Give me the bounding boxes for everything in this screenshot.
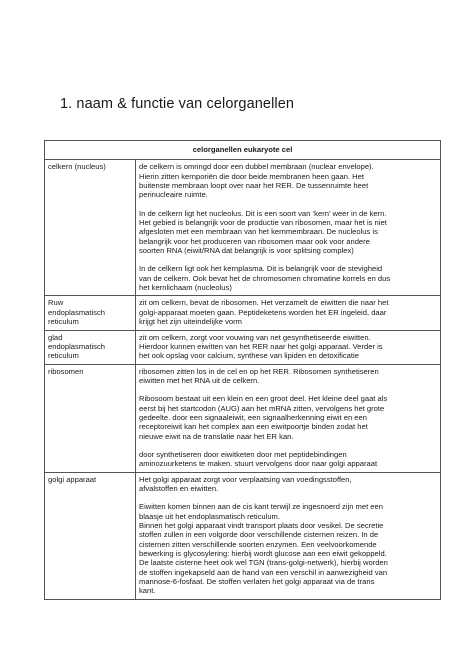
organelle-description-cell bbox=[136, 160, 441, 296]
description-line: Het gebied is belangrijk voor de productie van ribosomen, maar het is niet bbox=[139, 218, 387, 228]
description-paragraph bbox=[139, 209, 437, 256]
description-line: stoffen zullen in een volgorde door verschillende cisternen reizen. In de bbox=[139, 530, 379, 540]
organelle-name-line: endoplasmatisch bbox=[48, 341, 105, 351]
description-line: het kernlichaam (nucleolus) bbox=[139, 283, 232, 293]
description-line: receptoreiwit kan het complex aan een eiwitpoortje binden zodat het bbox=[139, 422, 368, 432]
organelle-name-cell bbox=[45, 160, 136, 296]
organelle-name-cell bbox=[45, 296, 136, 330]
description-line: van de celkern. Ook bevat het de chromosomen chromatine korrels en dus bbox=[139, 273, 391, 283]
table-row bbox=[45, 160, 441, 296]
description-paragraph bbox=[139, 162, 437, 199]
description-line: In de celkern ligt het nucleolus. Dit is een soort van ‘kern’ weer in de kern. bbox=[139, 208, 387, 218]
organelle-name-line: glad bbox=[48, 332, 63, 342]
organelle-description-cell bbox=[136, 472, 441, 599]
description-line: ribosomen zitten los in de cel en op het RER. Ribosomen synthetiseren bbox=[139, 366, 379, 376]
description-line: Eiwitten komen binnen aan de cis kant terwijl ze ingesnoerd zijn met een bbox=[139, 502, 383, 512]
description-line: eerst bij het startcodon (AUG) aan het mRNA zitten, vervolgens het grote bbox=[139, 403, 385, 413]
table-header: celorganellen eukaryote cel bbox=[45, 141, 441, 160]
description-line: Ribosoom bestaat uit een klein en een groot deel. Het kleine deel gaat als bbox=[139, 394, 388, 404]
organelle-description-cell bbox=[136, 330, 441, 364]
description-paragraph bbox=[139, 394, 437, 441]
description-line: mannose-6-fosfaat. De stoffen verlaten het golgi apparaat via de trans bbox=[139, 577, 375, 587]
description-paragraph bbox=[139, 264, 437, 292]
description-line: gedeelte. door een signaaleiwit, een signaalherkenning eiwit en een bbox=[139, 412, 367, 422]
table-row bbox=[45, 472, 441, 599]
organelle-name-line: golgi apparaat bbox=[48, 474, 97, 484]
description-line: Hierdoor kunnen eiwitten van het RER naar het golgi apparaat. Verder is bbox=[139, 341, 383, 351]
description-line: bewerking is glycosylering: hierbij wordt glucose aan een eiwit gekoppeld. bbox=[139, 549, 387, 559]
description-line: blaasje uit het endoplasmatisch reticulum. bbox=[139, 511, 280, 521]
description-paragraph bbox=[139, 333, 437, 361]
description-line: zit om celkern, bevat de ribosomen. Het verzamelt de eiwitten die naar het bbox=[139, 298, 389, 308]
description-line: door synthetiseren door eiwitketen door met peptidebindingen bbox=[139, 449, 347, 459]
description-paragraph bbox=[139, 450, 437, 469]
organelle-name-line: celkern (nucleus) bbox=[48, 162, 106, 172]
description-paragraph bbox=[139, 475, 437, 494]
description-line: zit om celkern, zorgt voor vouwing van net gesynthetiseerde eiwitten. bbox=[139, 332, 371, 342]
description-paragraph bbox=[139, 367, 437, 386]
organelle-name-line: reticulum bbox=[48, 317, 79, 327]
description-line: soorten RNA (eiwit/RNA dat belangrijk is voor splitsing complex) bbox=[139, 246, 354, 256]
description-line: de celkern is omringd door een dubbel membraan (nuclear envelope). bbox=[139, 162, 374, 172]
organelle-table bbox=[44, 140, 441, 600]
organelle-name-line: ribosomen bbox=[48, 366, 84, 376]
description-line: kant. bbox=[139, 586, 156, 596]
organelle-name-cell bbox=[45, 330, 136, 364]
table-row bbox=[45, 296, 441, 330]
description-line: aminozuurketens te maken. stuurt vervolgens door naar golgi apparaat bbox=[139, 459, 378, 469]
description-line: Hierin zitten kernporiën die door beide membranen heen gaan. Het bbox=[139, 171, 364, 181]
description-line: afvalstoffen en eiwitten. bbox=[139, 483, 219, 493]
table-body bbox=[45, 160, 441, 599]
organelle-description-cell bbox=[136, 364, 441, 472]
table-row bbox=[45, 364, 441, 472]
description-line: perinucleaire ruimte. bbox=[139, 190, 208, 200]
document-heading: 1. naam & functie van celorganellen bbox=[60, 96, 295, 112]
description-paragraph bbox=[139, 502, 437, 595]
description-line: belangrijk voor het produceren van ribosomen maar ook voor andere bbox=[139, 236, 370, 246]
organelle-name-cell bbox=[45, 472, 136, 599]
description-line: krijgt het zijn uiteindelijke vorm bbox=[139, 317, 242, 327]
description-line: In de celkern ligt ook het kernplasma. Dit is belangrijk voor de stevigheid bbox=[139, 264, 383, 274]
description-line: cisternen zitten verschillende soorten enzymen. Een veelvoorkomende bbox=[139, 539, 377, 549]
organelle-name-line: Ruw bbox=[48, 298, 64, 308]
description-line: afgesloten met een membraan van het kernmembraan. De nucleolus is bbox=[139, 227, 378, 237]
description-line: buitenste membraan loopt over naar het RER. De tussenruimte heet bbox=[139, 181, 369, 191]
description-line: eiwitten met het RNA uit de celkern. bbox=[139, 375, 260, 385]
description-line: golgi-apparaat moeten gaan. Peptideketens worden het ER ingeleid, daar bbox=[139, 307, 387, 317]
description-line: Het golgi apparaat zorgt voor verplaatsing van voedingsstoffen, bbox=[139, 474, 352, 484]
description-line: Binnen het golgi apparaat vindt transport plaats door vesikel. De secretie bbox=[139, 521, 384, 530]
description-line: nieuwe eiwit na de translatie naar het ER kan. bbox=[139, 431, 294, 441]
table-row bbox=[45, 330, 441, 364]
organelle-description-cell bbox=[136, 296, 441, 330]
description-line: het ook opslag voor calcium, synthese van lipiden en detoxificatie bbox=[139, 351, 359, 361]
description-paragraph bbox=[139, 298, 437, 326]
description-line: de stoffen ingekapseld aan de hand van een verschil in aanwezigheid van bbox=[139, 567, 388, 577]
table-header-row bbox=[45, 141, 441, 160]
organelle-name-line: endoplasmatisch bbox=[48, 307, 105, 317]
description-line: De laatste cisterne heet ook wel TGN (trans-golgi-netwerk), hierbij worden bbox=[139, 558, 388, 568]
organelle-name-line: reticulum bbox=[48, 351, 79, 361]
organelle-name-cell bbox=[45, 364, 136, 472]
